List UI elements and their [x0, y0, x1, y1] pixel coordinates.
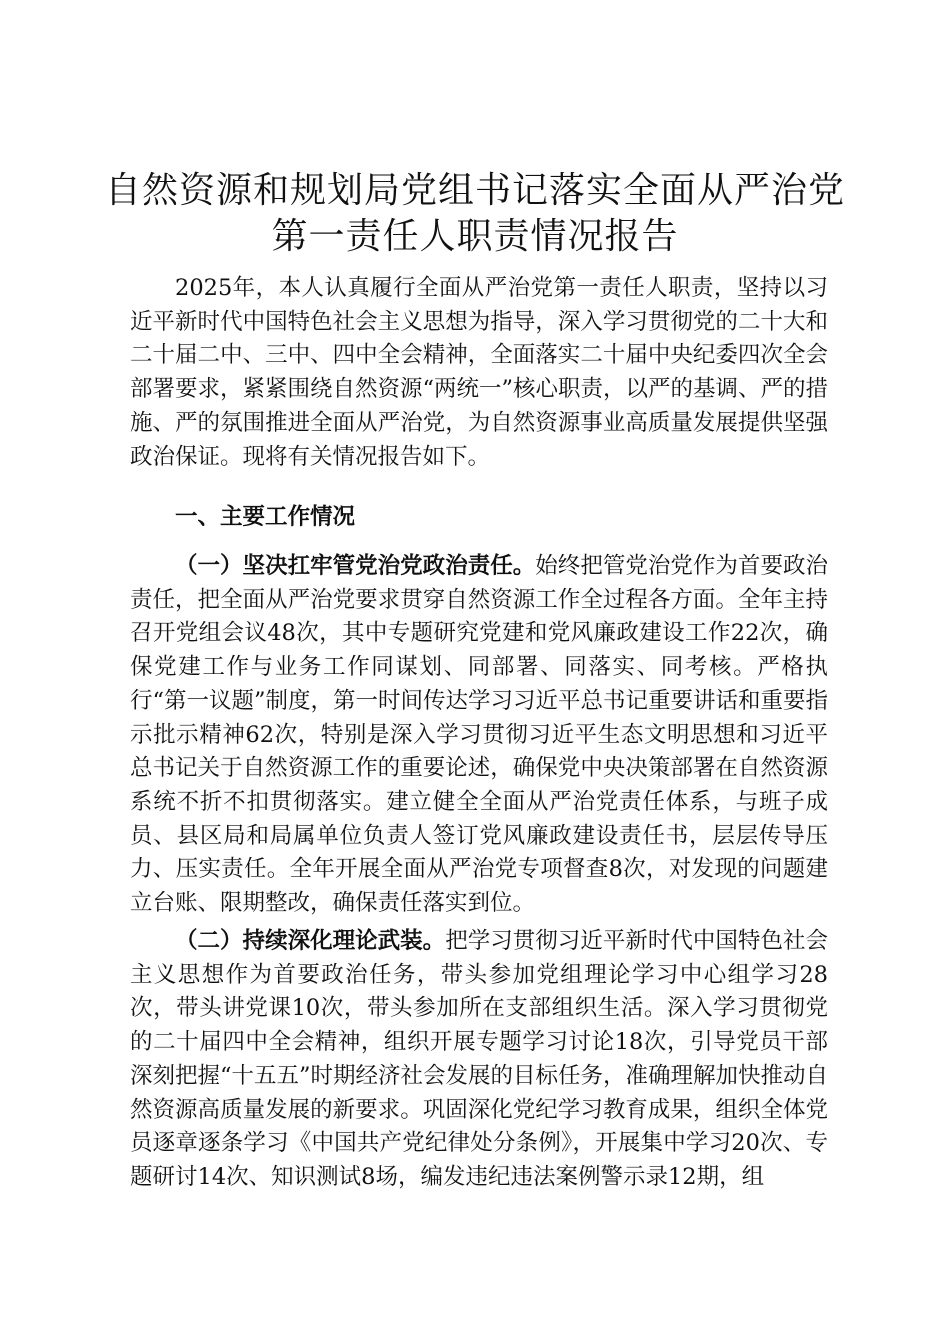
section-heading: 一、主要工作情况 [175, 504, 356, 530]
item-2-paragraph [130, 925, 828, 1195]
title-line-2: 第一责任人职责情况报告 [271, 216, 679, 257]
title-line-1: 自然资源和规划局党组书记落实全面从严治党 [104, 170, 845, 211]
item-1-body: 始终把管党治党作为首要政治责任，把全面从严治党要求贯穿自然资源工作全过程各方面。全年主持召开党组会议48次，其中专题研究党建和党风廉政建设工作22次，确保党建工作与业务工作同谋划、同部署、同落实、同考核。严格执行“第一议题”制度，第一时间传达学习习近平总书记重要讲话和重要指示批示精神62次，特别是深入学习贯彻习近平生态文明思想和习近平总书记关于自然资源工作的重要论述，确保党中央决策部署在自然资源系统不折不扣贯彻落实。建立健全全面从严治党责任体系，与班子成员、县区局和局属单位负责人签订党风廉政建设责任书，层层传导压力、压实责任。全年开展全面从严治党专项督查8次，对发现的问题建立台账、限期整改，确保责任落实到位。 [130, 553, 829, 917]
item-1-paragraph [130, 550, 828, 921]
item-2-body: 把学习贯彻习近平新时代中国特色社会主义思想作为首要政治任务，带头参加党组理论学习中心组学习28次，带头讲党课10次，带头参加所在支部组织生活。深入学习贯彻党的二十届四中全会精神，组织开展专题学习讨论18次，引导党员干部深刻把握“十五五”时期经济社会发展的目标任务，准确理解加快推动自然资源高质量发展的新要求。巩固深化党纪学习教育成果，组织全体党员逐章逐条学习《中国共产党纪律处分条例》，开展集中学习20次、专题研讨14次、知识测试8场，编发违纪违法案例警示录12期，组 [130, 928, 829, 1190]
intro-paragraph: 2025年，本人认真履行全面从严治党第一责任人职责，坚持以习近平新时代中国特色社会主义思想为指导，深入学习贯彻党的二十大和二十届二中、三中、四中全会精神，全面落实二十届中央纪委四次全会部署要求，紧紧围绕自然资源“两统一”核心职责，以严的基调、严的措施、严的氛围推进全面从严治党，为自然资源事业高质量发展提供坚强政治保证。现将有关情况报告如下。 [130, 275, 829, 470]
item-2-lead: （二）持续深化理论武装。 [175, 928, 446, 954]
document-title [60, 168, 890, 260]
item-1-lead: （一）坚决扛牢管党治党政治责任。 [175, 553, 536, 579]
